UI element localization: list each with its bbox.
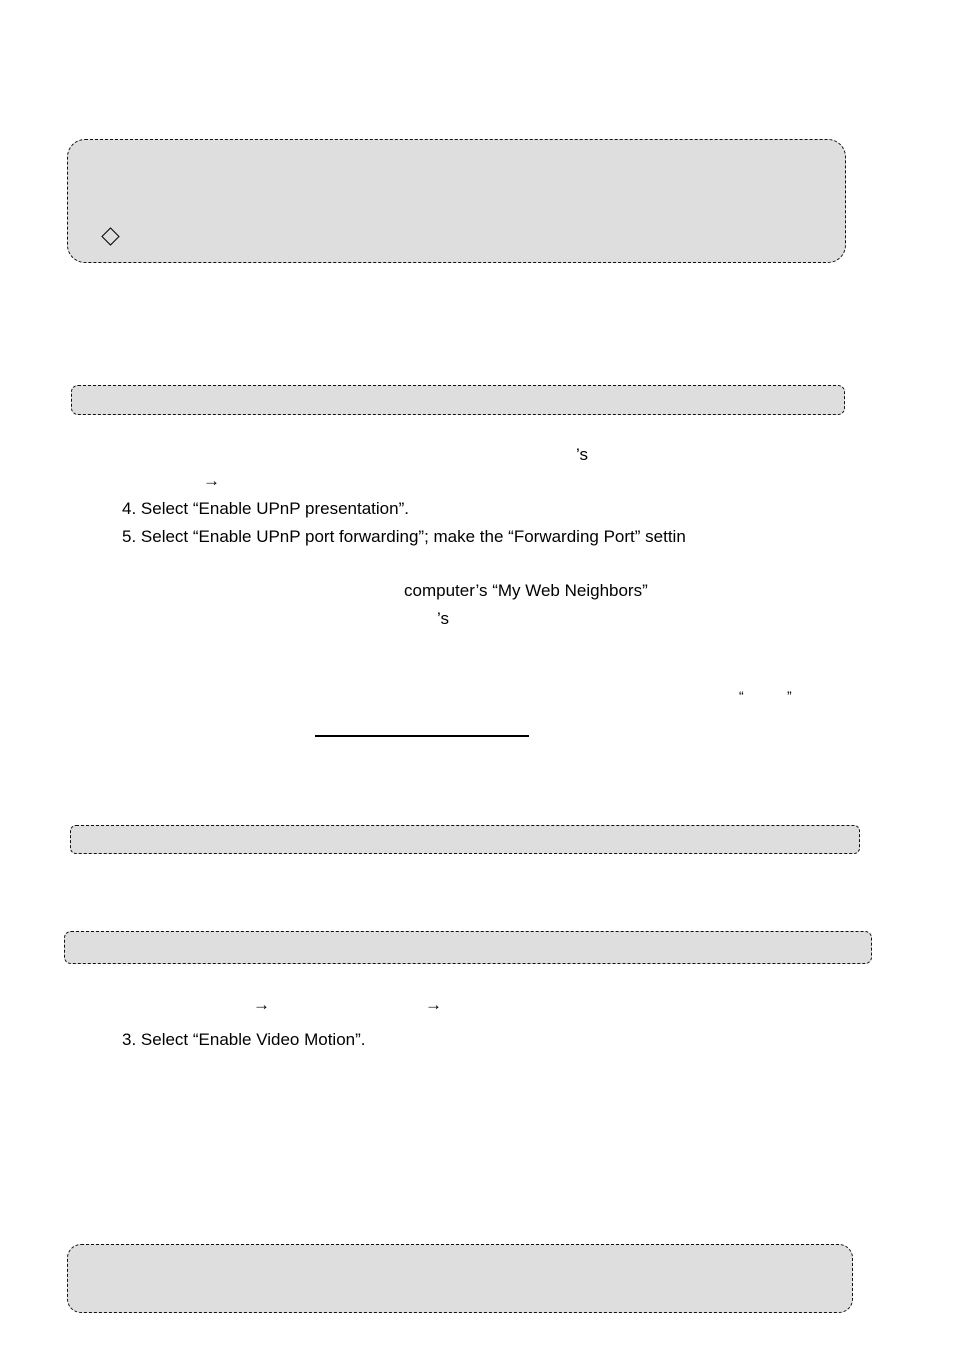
step-4-text: 4. Select “Enable UPnP presentation”.	[122, 499, 409, 518]
possessive-fragment-1: ’s	[576, 445, 588, 464]
possessive-fragment-2: ’s	[437, 609, 449, 628]
step-3-text: 3. Select “Enable Video Motion”.	[122, 1030, 366, 1049]
open-quote-mark: “	[739, 688, 744, 704]
step-5-text: 5. Select “Enable UPnP port forwarding”; make the “Forwarding Port” settin	[122, 527, 686, 546]
callout-box-3	[70, 825, 860, 854]
callout-box-2	[71, 385, 845, 415]
callout-box-4	[64, 931, 872, 964]
right-arrow-icon: →	[253, 995, 270, 1014]
close-quote-mark: ”	[787, 688, 792, 704]
right-arrow-icon: →	[203, 471, 220, 490]
right-arrow-icon: →	[425, 995, 442, 1014]
web-neighbors-text: computer’s “My Web Neighbors”	[404, 581, 648, 600]
underline-rule	[315, 735, 529, 737]
callout-box-5	[67, 1244, 853, 1313]
callout-box-1	[67, 139, 846, 263]
